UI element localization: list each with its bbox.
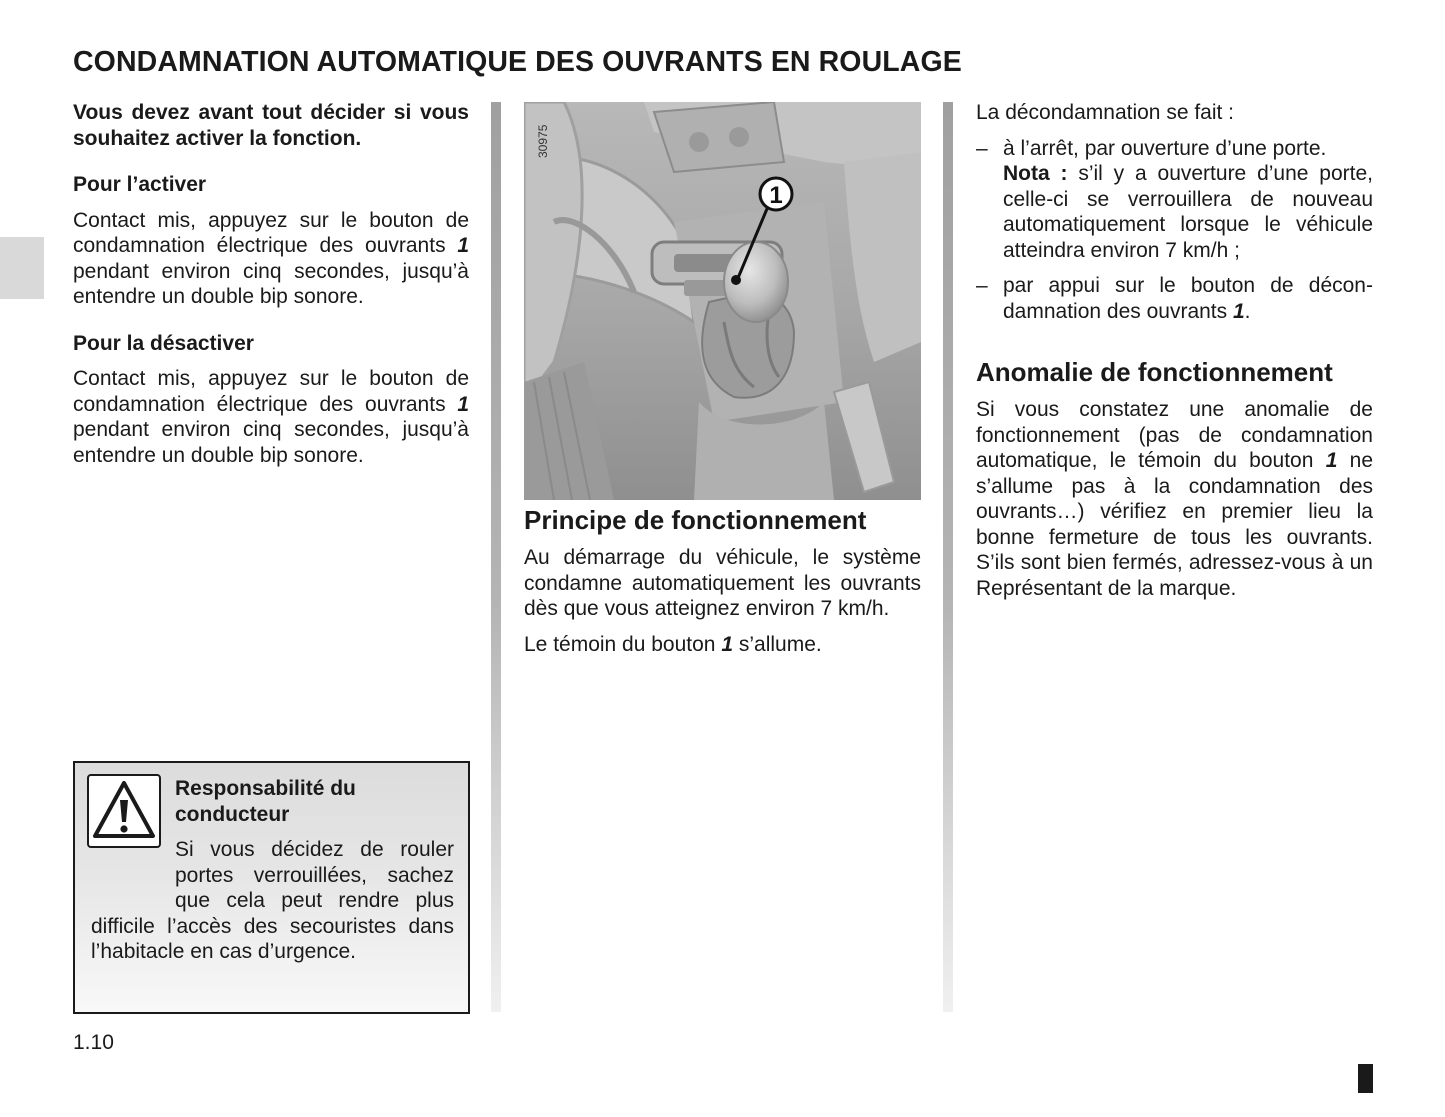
list-item-end: . xyxy=(1244,299,1251,323)
note-text: s’il y a ouverture d’une porte, celle-ci se verrouillera de nouveau automatiquement lorsque le véhicule atteindra environ 7 km/h ; xyxy=(1003,162,1373,262)
anomaly-paragraph xyxy=(976,397,1373,601)
intro-text: Vous devez avant tout décider si vous souhaitez activer la fonction. xyxy=(73,101,469,150)
button-ref: 1 xyxy=(1325,449,1338,472)
indicator-text-b: s’allume. xyxy=(738,632,822,656)
principle-heading: Principe de fonctionnement xyxy=(524,505,867,535)
corner-marker xyxy=(1358,1064,1373,1093)
left-column xyxy=(73,100,469,468)
deactivate-heading: Pour la désactiver xyxy=(73,331,254,355)
list-dash: – xyxy=(976,274,988,297)
note-paragraph xyxy=(976,161,1373,263)
column-separator xyxy=(943,102,953,1012)
warning-body: Si vous décidez de rouler portes verrouillées, sachez que cela peut rendre plus difficile l’accès des secouristes dans l’habitacle en cas d’urgence. xyxy=(91,838,454,963)
button-ref: 1 xyxy=(721,632,734,656)
button-ref: 1 xyxy=(457,392,469,416)
list-dash: – xyxy=(976,136,988,160)
dashboard-photo xyxy=(524,102,921,500)
list-item xyxy=(976,273,1373,324)
activate-heading: Pour l’activer xyxy=(73,173,207,196)
warning-text xyxy=(91,776,454,965)
column-separator xyxy=(491,102,501,1012)
deactivate-text-b: pendant environ cinq secondes, jusqu’à entendre un double bip sonore. xyxy=(73,418,469,467)
principle-paragraph: Au démarrage du véhicule, le système condamne automatiquement les ouvrants dès que vous atteignez environ 7 km/h. xyxy=(524,546,921,620)
chapter-tab-marker xyxy=(0,237,44,299)
list-item-text: par appui sur le bouton de décondamnation des ouvrants xyxy=(1003,274,1373,323)
indicator-text-a: Le témoin du bouton xyxy=(524,632,716,656)
figure-ref-number: 30975 xyxy=(536,124,550,158)
middle-column xyxy=(524,505,921,657)
note-label: Nota : xyxy=(1003,162,1068,185)
unlock-intro: La décondamnation se fait : xyxy=(976,101,1235,124)
deactivate-text-a: Contact mis, appuyez sur le bouton de condamnation électrique des ouvrants xyxy=(73,367,469,416)
deactivate-text xyxy=(73,366,469,468)
page-title: CONDAMNATION AUTOMATIQUE DES OUVRANTS EN ROULAGE xyxy=(73,46,962,78)
anomaly-heading: Anomalie de fonctionnement xyxy=(976,357,1333,387)
activate-text-b: pendant environ cinq secondes, jusqu’à entendre un double bip sonore. xyxy=(73,259,469,308)
anomaly-text-b: ne s’allume pas à la condamnation des ouvrants…) vérifiez en premier lieu la bonne fermeture de tous les ouvrants. S’ils sont bien fermés, adressez-vous à un Représentant de la marque. xyxy=(976,449,1373,600)
list-item xyxy=(976,136,1373,162)
anomaly-text-a: Si vous constatez une anomalie de fonctionnement (pas de condamnation automatique, le témoin du bouton xyxy=(976,398,1373,472)
callout-label: 1 xyxy=(769,182,783,209)
activate-text-a: Contact mis, appuyez sur le bouton de condamnation électrique des ouvrants xyxy=(73,208,469,257)
page-number: 1.10 xyxy=(73,1031,114,1054)
warning-heading: Responsabilité du conducteur xyxy=(175,777,356,826)
indicator-paragraph xyxy=(524,632,921,658)
right-column xyxy=(976,100,1373,601)
activate-text xyxy=(73,208,469,310)
button-ref: 1 xyxy=(1232,299,1245,323)
button-ref: 1 xyxy=(457,234,469,257)
list-item-text: à l’arrêt, par ouverture d’une porte. xyxy=(1003,136,1327,160)
driver-responsibility-warning xyxy=(73,761,470,1014)
